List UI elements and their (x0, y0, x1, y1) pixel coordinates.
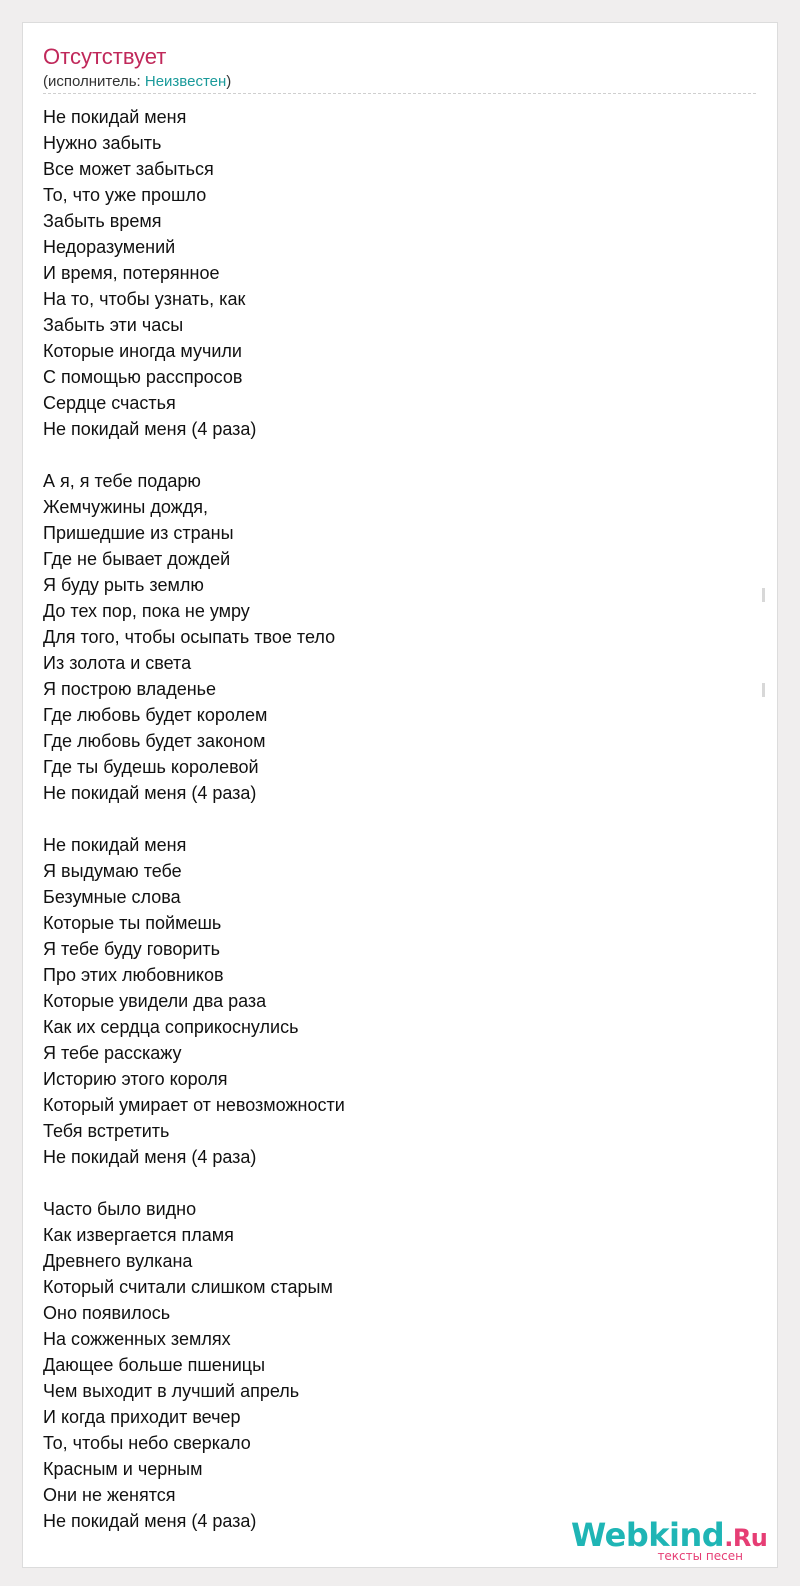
lyric-line: Я выдумаю тебе (43, 861, 182, 881)
lyric-line: Не покидай меня (4 раза) (43, 783, 257, 803)
lyrics-text (43, 104, 743, 1563)
edge-mark (762, 683, 765, 697)
artist-line (43, 73, 231, 91)
lyric-line: Безумные слова (43, 887, 181, 907)
lyric-line: Где ты будешь королевой (43, 757, 259, 777)
lyric-line: Пришедшие из страны (43, 523, 234, 543)
lyric-line: Тебя встретить (43, 1121, 170, 1141)
logo-main-text: Webkind (571, 1516, 725, 1554)
lyric-line: Не покидай меня (4 раза) (43, 1511, 257, 1531)
webkind-logo[interactable] (571, 1517, 771, 1563)
lyric-line: Дающее больше пшеницы (43, 1355, 266, 1375)
lyric-line: С помощью расспросов (43, 367, 243, 387)
lyric-line: Жемчужины дождя, (43, 497, 208, 517)
artist-suffix: ) (226, 73, 232, 90)
lyric-line: Которые иногда мучили (43, 341, 242, 361)
lyric-line: Недоразумений (43, 237, 176, 257)
lyric-line: Не покидай меня (43, 835, 187, 855)
lyric-line: Нужно забыть (43, 133, 162, 153)
lyric-line: Из золота и света (43, 653, 192, 673)
lyric-line: Который считали слишком старым (43, 1277, 333, 1297)
lyric-line: На сожженных землях (43, 1329, 231, 1349)
lyric-line: То, чтобы небо сверкало (43, 1433, 251, 1453)
song-title: Отсутствует (43, 44, 167, 69)
lyric-line: Как их сердца соприкоснулись (43, 1017, 299, 1037)
lyric-line: Где любовь будет законом (43, 731, 266, 751)
lyric-line: Про этих любовников (43, 965, 224, 985)
logo-tagline: тексты песен (657, 1549, 743, 1563)
lyric-line: Как извергается пламя (43, 1225, 234, 1245)
lyric-line: Не покидай меня (4 раза) (43, 1147, 257, 1167)
lyric-line: Я тебе буду говорить (43, 939, 221, 959)
verse (43, 104, 743, 442)
artist-link[interactable]: Неизвестен (144, 73, 227, 90)
lyric-line: Все может забыться (43, 159, 214, 179)
lyric-line: Забыть время (43, 211, 162, 231)
lyric-line: Часто было видно (43, 1199, 197, 1219)
artist-prefix: (исполнитель: (43, 73, 145, 90)
logo-suffix: .Ru (724, 1524, 768, 1552)
lyric-line: На то, чтобы узнать, как (43, 289, 246, 309)
lyric-line: Я тебе расскажу (43, 1043, 182, 1063)
lyric-line: Который умирает от невозможности (43, 1095, 345, 1115)
edge-mark (762, 588, 765, 602)
dashed-divider (43, 93, 756, 94)
lyric-line: Забыть эти часы (43, 315, 184, 335)
lyric-line: Для того, чтобы осыпать твое тело (43, 627, 336, 647)
lyric-line: До тех пор, пока не умру (43, 601, 250, 621)
verse (43, 468, 743, 806)
lyric-line: Оно появилось (43, 1303, 171, 1323)
lyric-line: Сердце счастья (43, 393, 176, 413)
lyric-line: И время, потерянное (43, 263, 220, 283)
lyric-line: Чем выходит в лучший апрель (43, 1381, 300, 1401)
lyric-line: Которые ты поймешь (43, 913, 222, 933)
lyric-line: Которые увидели два раза (43, 991, 267, 1011)
lyric-line: Не покидай меня (43, 107, 187, 127)
lyric-line: Где любовь будет королем (43, 705, 268, 725)
lyric-line: Не покидай меня (4 раза) (43, 419, 257, 439)
lyric-line: Древнего вулкана (43, 1251, 193, 1271)
lyric-line: Где не бывает дождей (43, 549, 231, 569)
lyric-line: А я, я тебе подарю (43, 471, 201, 491)
verse (43, 832, 743, 1170)
lyric-line: Историю этого короля (43, 1069, 228, 1089)
lyric-line: Я буду рыть землю (43, 575, 204, 595)
lyric-line: Красным и черным (43, 1459, 203, 1479)
lyric-line: Я построю владенье (43, 679, 217, 699)
lyric-line: И когда приходит вечер (43, 1407, 241, 1427)
lyric-line: То, что уже прошло (43, 185, 207, 205)
lyric-line: Они не женятся (43, 1485, 176, 1505)
lyrics-card (22, 22, 778, 1568)
verse (43, 1196, 743, 1534)
